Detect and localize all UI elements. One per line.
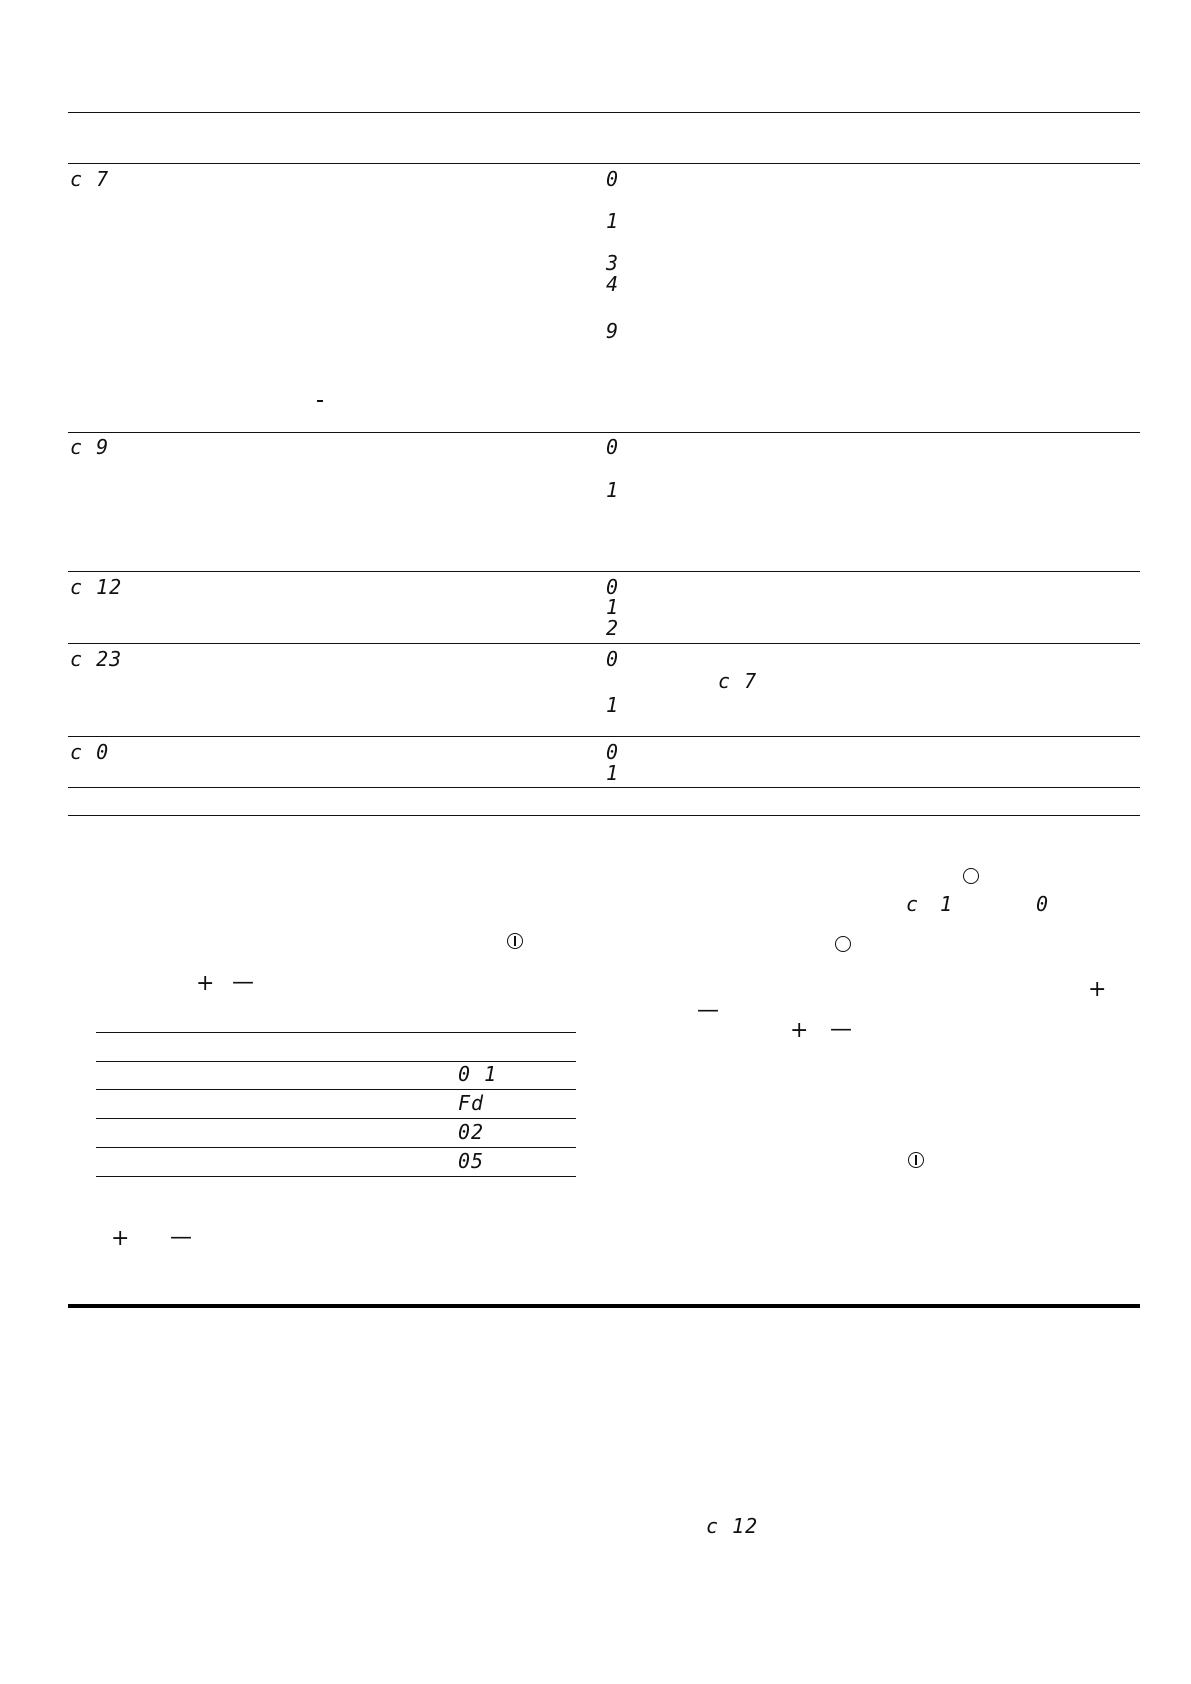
display-table-rule bbox=[96, 1089, 576, 1090]
inline-code-ref: c 7 bbox=[718, 669, 758, 693]
minus-icon: — bbox=[830, 1017, 852, 1042]
circle-icon bbox=[835, 936, 851, 952]
setting-value: 0 bbox=[606, 575, 620, 599]
display-value: 02 bbox=[458, 1120, 485, 1144]
minus-icon: — bbox=[697, 998, 719, 1023]
table-header-rule bbox=[68, 163, 1140, 164]
circle-icon bbox=[963, 868, 979, 884]
setting-value: 0 bbox=[606, 167, 620, 191]
plus-icon: + bbox=[790, 1018, 809, 1043]
setting-value: 0 bbox=[606, 647, 620, 671]
setting-code-c7: c 7 bbox=[70, 167, 110, 191]
bottom-code-ref: c 12 bbox=[706, 1514, 759, 1538]
display-table-bottom-rule bbox=[96, 1176, 576, 1177]
setting-code-c23: c 23 bbox=[70, 647, 123, 671]
table-bottom-rule bbox=[68, 815, 1140, 816]
setting-value: 1 bbox=[606, 693, 620, 717]
display-value: Fd bbox=[458, 1091, 485, 1115]
plus-icon: + bbox=[111, 1226, 130, 1251]
row-divider bbox=[68, 643, 1140, 644]
plus-icon: + bbox=[1088, 977, 1107, 1002]
setting-value: 1 bbox=[606, 761, 620, 785]
display-table-top-rule bbox=[96, 1032, 576, 1033]
display-table-rule bbox=[96, 1118, 576, 1119]
display-table-rule bbox=[96, 1147, 576, 1148]
row-divider bbox=[68, 787, 1140, 788]
setting-value: 2 bbox=[606, 616, 620, 640]
power-icon bbox=[908, 1152, 924, 1168]
setting-value: 3 bbox=[606, 251, 620, 275]
row-divider bbox=[68, 571, 1140, 572]
display-table-rule bbox=[96, 1061, 576, 1062]
table-top-rule bbox=[68, 112, 1140, 113]
row-divider bbox=[68, 736, 1140, 737]
setting-value: 9 bbox=[606, 319, 620, 343]
setting-value: 0 bbox=[606, 435, 620, 459]
setting-value: 1 bbox=[606, 209, 620, 233]
setting-code-c12: c 12 bbox=[70, 575, 123, 599]
row-divider bbox=[68, 432, 1140, 433]
display-value: 0 1 bbox=[458, 1062, 498, 1086]
setting-value: 1 bbox=[606, 478, 620, 502]
setting-value: 0 bbox=[606, 740, 620, 764]
section-divider bbox=[68, 1304, 1140, 1308]
value-display: 0 bbox=[1036, 892, 1050, 916]
display-value: 05 bbox=[458, 1149, 485, 1173]
power-icon bbox=[507, 933, 523, 949]
setting-value: 1 bbox=[606, 595, 620, 619]
setting-code-c9: c 9 bbox=[70, 435, 110, 459]
code-digit: 1 bbox=[940, 892, 954, 916]
hyphen-mark bbox=[317, 400, 323, 402]
plus-icon: + bbox=[196, 971, 215, 996]
code-display: c bbox=[906, 892, 920, 916]
setting-code-c0: c 0 bbox=[70, 740, 110, 764]
setting-value: 4 bbox=[606, 272, 620, 296]
minus-icon: — bbox=[232, 970, 254, 995]
minus-icon: — bbox=[170, 1225, 192, 1250]
